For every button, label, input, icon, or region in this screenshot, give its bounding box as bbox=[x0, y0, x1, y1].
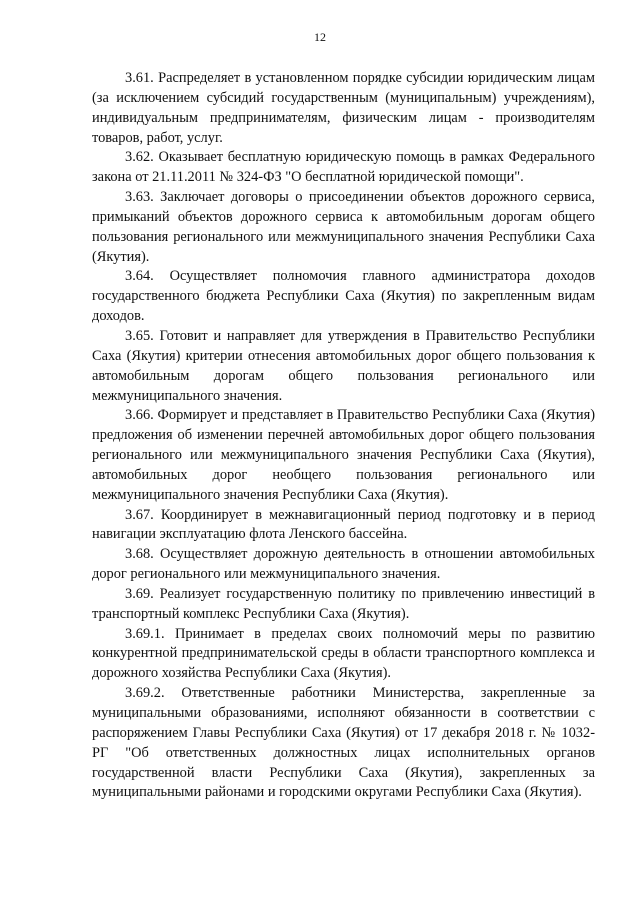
paragraph-3-61: 3.61. Распределяет в установленном порядке субсидии юридическим лицам (за исключением субсидий государственным (муниципальным) учреждениям), индивидуальным предпринимателям, физическим лицам - производителям товаров, работ, услуг. bbox=[92, 70, 595, 146]
paragraph-3-63: 3.63. Заключает договоры о присоединении объектов дорожного сервиса, примыканий объектов дорожного сервиса к автомобильным дорогам общего пользования регионального или межмуниципального значения Республики Саха (Якутия). bbox=[92, 189, 595, 265]
paragraph-3-69-1: 3.69.1. Принимает в пределах своих полномочий меры по развитию конкурентной предпринимательской среды в области транспортного комплекса и дорожного хозяйства Республики Саха (Якутия). bbox=[92, 625, 595, 682]
paragraph-3-66: 3.66. Формирует и представляет в Правительство Республики Саха (Якутия) предложения об изменении перечней автомобильных дорог общего пользования регионального или межмуниципального значения Республики Саха (Якутия), автомобильных дорог необщего пользования регионального или межмуниципального значения Республики Саха (Якутия). bbox=[92, 407, 595, 503]
paragraph-3-69: 3.69. Реализует государственную политику по привлечению инвестиций в транспортный комплекс Республики Саха (Якутия). bbox=[92, 585, 595, 622]
paragraph-3-69-2: 3.69.2. Ответственные работники Министерства, закрепленные за муниципальными образованиями, исполняют обязанности в соответствии с распоряжением Главы Республики Саха (Якутия) от 17 декабря 2018 г. № 1032-РГ "Об ответственных должностных лицах исполнительных органов государственной власти Республики Саха (Якутия), закрепленных за муниципальными районами и городскими округами Республики Саха (Якутия). bbox=[92, 685, 595, 801]
paragraph-3-68: 3.68. Осуществляет дорожную деятельность в отношении автомобильных дорог регионального или межмуниципального значения. bbox=[92, 546, 595, 583]
page-number: 12 bbox=[314, 30, 326, 44]
paragraph-3-64: 3.64. Осуществляет полномочия главного администратора доходов государственного бюджета Республики Саха (Якутия) по закрепленным видам доходов. bbox=[92, 268, 595, 325]
paragraph-3-62: 3.62. Оказывает бесплатную юридическую помощь в рамках Федерального закона от 21.11.2011 № 324-ФЗ "О бесплатной юридической помощи". bbox=[92, 149, 595, 186]
paragraph-3-67: 3.67. Координирует в межнавигационный период подготовку и в период навигации эксплуатацию флота Ленского бассейна. bbox=[92, 506, 595, 543]
document-body bbox=[92, 69, 595, 803]
paragraph-3-65: 3.65. Готовит и направляет для утверждения в Правительство Республики Саха (Якутия) критерии отнесения автомобильных дорог общего пользования к автомобильным дорогам общего пользования регионального или межмуниципального значения. bbox=[92, 327, 595, 404]
